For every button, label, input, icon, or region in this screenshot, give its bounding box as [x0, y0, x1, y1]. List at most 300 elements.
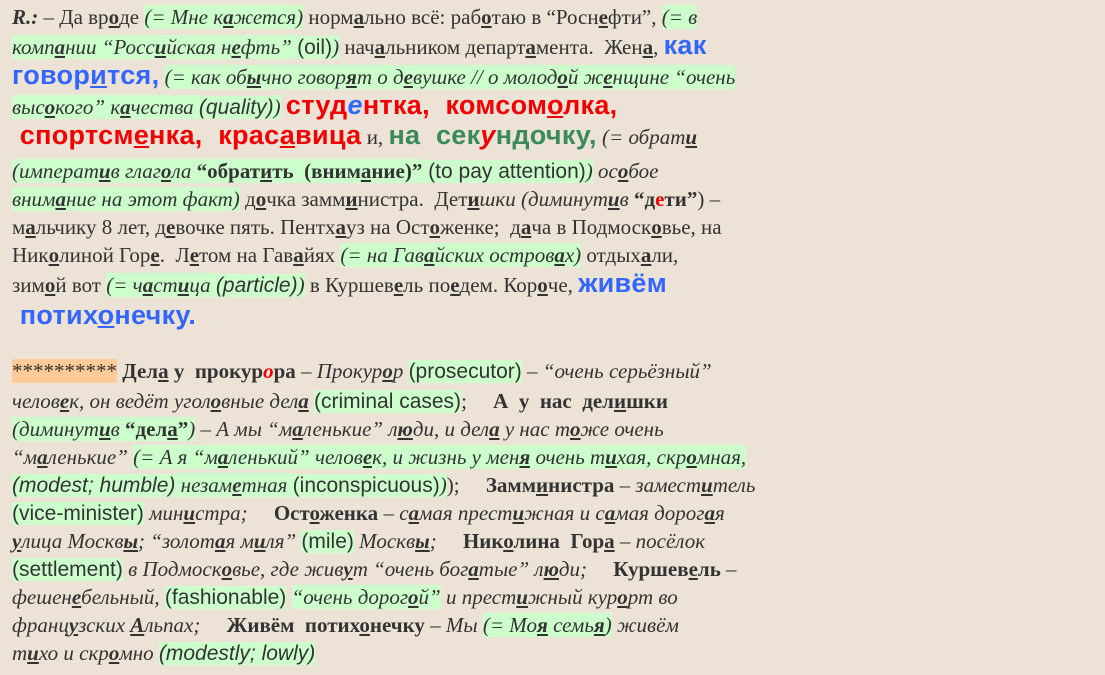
text-segment: ль по — [403, 273, 451, 297]
text-segment: а — [55, 187, 66, 211]
text-segment: льпах; — [144, 613, 227, 637]
text-segment: е — [362, 445, 373, 469]
text-segment: (modest; humble) — [12, 474, 176, 497]
text-segment: “д — [633, 187, 656, 211]
text-segment: о — [408, 585, 419, 609]
text-segment: нечку. — [114, 300, 197, 330]
text-segment: ос — [592, 159, 618, 183]
text-segment: а — [520, 215, 532, 239]
text-segment: а — [554, 243, 565, 267]
text-segment: отдых — [581, 243, 641, 267]
text-segment: о — [503, 529, 514, 553]
text-segment: к, и жизнь у мен — [372, 445, 520, 469]
text-segment: е — [393, 273, 404, 297]
text-segment: т о д — [356, 65, 404, 89]
text-segment: че, — [547, 273, 579, 297]
text-segment: тель — [712, 473, 756, 497]
text-segment: ди, и дел — [412, 417, 490, 441]
text-segment: и — [607, 187, 620, 211]
text-segment: – Да вр — [38, 5, 109, 29]
text-segment: й вот — [55, 273, 107, 297]
text-segment: жется) — [233, 5, 304, 29]
text-segment: у — [343, 557, 353, 581]
text-segment: и — [27, 641, 39, 665]
text-segment: и — [613, 389, 627, 413]
text-segment: о — [263, 359, 274, 383]
text-segment: ” — [177, 417, 189, 441]
text-segment: и, — [361, 125, 389, 149]
text-segment: на сек — [388, 120, 481, 150]
text-line — [12, 584, 1105, 611]
text-segment: живём — [611, 613, 679, 637]
text-segment: о — [617, 159, 629, 183]
text-segment: о — [617, 585, 628, 609]
text-segment: мая прест — [419, 501, 513, 525]
text-segment: вье, на — [661, 215, 722, 239]
text-segment: незам — [175, 473, 233, 497]
text-segment: о — [108, 641, 120, 665]
text-segment: е — [655, 187, 665, 211]
text-segment: шки — [626, 389, 669, 413]
text-segment: у — [68, 613, 79, 637]
text-segment: е — [403, 65, 413, 89]
text-segment: фти”, — [607, 5, 662, 29]
text-segment: (criminal cases) — [314, 390, 462, 413]
text-segment: вье, где жив — [232, 557, 344, 581]
text-segment: о — [160, 159, 172, 183]
text-segment: бое — [628, 159, 659, 183]
text-segment: а — [642, 35, 654, 59]
text-segment: и — [536, 473, 549, 497]
text-segment: я — [519, 445, 531, 469]
text-segment: (fashionable) — [164, 586, 287, 609]
text-segment: ы — [415, 529, 430, 553]
text-segment: о — [44, 273, 56, 297]
text-segment: а — [604, 529, 615, 553]
text-segment: а — [167, 417, 178, 441]
text-segment: потих — [12, 300, 98, 330]
text-segment: йских остров — [434, 243, 555, 267]
text-segment: а — [142, 273, 154, 297]
text-segment: ) — [273, 95, 281, 119]
text-segment: о — [309, 501, 320, 525]
text-line — [12, 214, 1105, 240]
text-segment: хая, скр — [616, 445, 687, 469]
text-segment: й” — [418, 585, 441, 609]
text-line — [12, 186, 1105, 212]
text-segment: и — [512, 501, 525, 525]
text-segment: комп — [12, 35, 55, 59]
text-segment: Куршев — [613, 557, 689, 581]
text-segment: и прест — [440, 585, 517, 609]
text-segment: и — [90, 60, 108, 90]
text-segment: х) — [564, 243, 582, 267]
text-segment: я — [537, 613, 548, 637]
text-segment: ы — [246, 65, 262, 89]
text-line — [12, 270, 1105, 299]
text-segment: а — [293, 243, 304, 267]
text-segment: ние)” — [371, 159, 423, 183]
text-segment: – — [720, 557, 737, 581]
text-segment: о — [44, 95, 56, 119]
text-segment: а — [158, 359, 169, 383]
text-segment: йях — [303, 243, 341, 267]
text-segment: е — [450, 273, 460, 297]
text-segment: Дел — [122, 359, 159, 383]
text-segment: а — [640, 243, 652, 267]
text-segment: ль — [697, 557, 721, 581]
text-line — [12, 416, 1105, 442]
text-segment: стра; — [195, 501, 274, 525]
text-segment: (императ — [12, 159, 99, 183]
text-segment: Живём потих — [226, 613, 360, 637]
text-segment: о — [651, 215, 662, 239]
text-segment: ю — [543, 557, 559, 581]
text-segment: о — [255, 187, 267, 211]
text-segment: живём — [578, 268, 668, 298]
text-segment: и — [183, 501, 196, 525]
text-segment: ли, — [651, 243, 679, 267]
text-segment: ) — [332, 35, 340, 59]
text-segment: таю в “Росн — [491, 5, 599, 29]
text-segment: – Мы — [424, 613, 483, 637]
text-segment: я м — [225, 529, 254, 553]
text-segment: лка, — [563, 90, 618, 120]
text-segment: ; “золот — [138, 529, 215, 553]
text-segment: (to pay attention) — [422, 160, 586, 183]
text-segment: льчику 8 лет, д — [35, 215, 167, 239]
text-segment: т — [12, 641, 28, 665]
text-segment: ы — [123, 529, 139, 553]
text-segment: и — [467, 187, 480, 211]
text-segment: (prosecutor) — [408, 360, 522, 383]
text-segment: выс — [12, 95, 45, 119]
text-segment: а — [424, 243, 435, 267]
text-line — [12, 556, 1105, 583]
text-segment: семь — [547, 613, 594, 637]
text-segment: и — [177, 273, 190, 297]
text-segment: вица — [295, 120, 362, 150]
text-line — [12, 158, 1105, 185]
text-segment: ди; — [558, 557, 614, 581]
text-segment: и — [685, 125, 698, 149]
text-segment: й ж — [567, 65, 604, 89]
text-segment: о — [359, 613, 370, 637]
text-segment: Замм — [485, 473, 537, 497]
text-segment: а — [279, 120, 296, 150]
text-segment: говор — [12, 60, 91, 90]
text-segment: ленькие” — [47, 445, 134, 469]
text-segment: и — [260, 159, 273, 183]
text-segment: ) — [585, 159, 593, 183]
text-segment: ти” — [664, 187, 698, 211]
text-segment: ца — [189, 273, 216, 297]
text-segment: а — [54, 35, 66, 59]
text-segment: “очень дорог — [291, 585, 409, 609]
text-line — [12, 388, 1105, 415]
text-segment: франц — [12, 613, 69, 637]
text-segment: жный кур — [527, 585, 618, 609]
text-segment: р — [392, 359, 409, 383]
text-segment: (modestly; lowly) — [158, 642, 316, 665]
text-segment — [159, 65, 164, 89]
text-segment: мная, — [696, 445, 747, 469]
text-segment — [286, 585, 291, 609]
text-line — [12, 528, 1105, 555]
text-segment: (vice-minister) — [12, 502, 144, 525]
text-segment: А — [130, 613, 145, 637]
text-segment: о — [97, 300, 115, 330]
text-segment: е — [189, 243, 200, 267]
text-segment: а — [704, 501, 715, 525]
text-segment: е — [232, 473, 242, 497]
text-line — [12, 500, 1105, 527]
text-segment: в Подмоск — [122, 557, 222, 581]
text-segment: я — [714, 501, 725, 525]
text-segment: Ник — [462, 529, 504, 553]
text-segment: ля” — [265, 529, 302, 553]
text-segment: и — [516, 585, 528, 609]
text-segment: а — [120, 95, 131, 119]
text-segment: А у нас дел — [493, 389, 614, 413]
text-segment: (inconspicuous) — [292, 474, 440, 497]
text-segment: у — [12, 529, 22, 553]
text-segment: – Прокур — [295, 359, 383, 383]
text-line — [12, 444, 1105, 470]
text-segment: ленькие” л — [302, 417, 398, 441]
text-segment: фть” — [240, 35, 298, 59]
text-segment: – посёлок — [614, 529, 706, 553]
text-segment: о — [570, 417, 581, 441]
text-segment: . Л — [159, 243, 190, 267]
text-segment: а — [489, 417, 500, 441]
text-segment: , — [653, 35, 664, 59]
text-segment: – с — [378, 501, 409, 525]
text-segment: вушке // о молод — [412, 65, 558, 89]
text-segment: рт во — [627, 585, 678, 609]
text-segment: е — [133, 120, 150, 150]
text-segment: Ост — [273, 501, 310, 525]
text-segment: том на Гав — [199, 243, 294, 267]
text-segment: ) – — [697, 187, 721, 211]
text-segment: дем. Кор — [459, 273, 538, 297]
text-segment: а — [408, 501, 420, 525]
text-segment: е — [688, 557, 698, 581]
text-segment: и — [253, 529, 266, 553]
text-segment: е — [166, 215, 176, 239]
text-segment: ; — [461, 389, 494, 413]
text-segment: а — [525, 35, 536, 59]
text-segment: а — [353, 5, 365, 29]
text-segment: ю — [397, 417, 413, 441]
text-segment: (mile) — [301, 530, 354, 553]
text-segment: я — [593, 613, 605, 637]
text-segment: ндочку, — [495, 120, 597, 150]
text-segment: е — [598, 5, 608, 29]
text-segment: (oil) — [297, 36, 333, 59]
text-segment: мно — [119, 641, 159, 665]
text-segment: (= Мне к — [144, 5, 224, 29]
text-segment: о — [546, 90, 564, 120]
text-segment: “дел — [125, 417, 168, 441]
text-segment: нтка, комсом — [362, 90, 547, 120]
text-segment: е — [150, 243, 160, 267]
text-segment: ленький” челов — [228, 445, 363, 469]
text-segment: е — [59, 389, 70, 413]
text-segment: линой Гор — [59, 243, 151, 267]
text-segment: в Куршев — [304, 273, 394, 297]
text-segment: и — [98, 159, 111, 183]
text-segment: нка, крас — [149, 120, 280, 150]
text-segment: хо и скр — [38, 641, 109, 665]
text-segment: нщине “очень — [612, 65, 736, 89]
text-segment: – А мы “м — [195, 417, 293, 441]
text-segment: а — [604, 501, 616, 525]
text-segment: студ — [285, 90, 348, 120]
text-segment: (= на Гав — [340, 243, 424, 267]
text-segment: зим — [12, 273, 45, 297]
text-segment: норм — [303, 5, 354, 29]
text-segment: е — [347, 90, 363, 120]
text-segment: е — [71, 585, 82, 609]
text-segment: у — [480, 120, 496, 150]
text-segment: ние на этот факт) — [65, 187, 240, 211]
text-segment: е — [231, 35, 241, 59]
text-segment: мин — [143, 501, 184, 525]
text-segment: – замест — [614, 473, 702, 497]
text-segment: (settlement) — [12, 558, 123, 581]
text-segment: де — [119, 5, 145, 29]
text-segment: к, он ведёт угол — [69, 389, 211, 413]
text-segment: R.: — [12, 5, 39, 29]
text-line — [12, 472, 1105, 499]
text-segment: (= А я “м — [133, 445, 218, 469]
text-segment: а — [374, 35, 386, 59]
text-segment: (= ч — [106, 273, 143, 297]
text-segment: вные дел — [221, 389, 299, 413]
text-segment: т “очень бог — [352, 557, 469, 581]
text-line — [12, 62, 1105, 90]
text-segment: уз на Ост — [345, 215, 430, 239]
text-segment: в — [110, 417, 125, 441]
text-segment: (quality) — [198, 96, 274, 119]
text-segment: лица Москв — [21, 529, 124, 553]
text-line — [12, 302, 1105, 330]
text-segment: (particle) — [215, 274, 298, 297]
text-segment: зских — [78, 613, 131, 637]
text-segment: вним — [12, 187, 56, 211]
text-segment: Москв — [353, 529, 416, 553]
text-segment: о — [48, 243, 60, 267]
text-segment: (= в — [661, 5, 698, 29]
text-segment: спортсм — [12, 120, 134, 150]
text-line — [12, 122, 1105, 150]
text-segment: женке; д — [440, 215, 521, 239]
text-segment: о — [537, 273, 548, 297]
text-segment: тые” л — [478, 557, 544, 581]
text-segment: в — [619, 187, 634, 211]
text-segment: мента. Жен — [535, 35, 643, 59]
text-segment: у нас т — [499, 417, 571, 441]
text-segment: м — [12, 215, 26, 239]
text-line — [12, 92, 1105, 121]
text-segment: а — [335, 215, 346, 239]
text-segment: и — [98, 417, 111, 441]
text-segment: а — [292, 417, 303, 441]
text-segment: ********** — [12, 359, 117, 383]
text-segment: д — [239, 187, 256, 211]
text-segment: а — [298, 389, 309, 413]
text-segment: ); — [446, 473, 486, 497]
text-segment: (= как об — [164, 65, 247, 89]
text-segment: нии “Росс — [65, 35, 155, 59]
text-segment: нечку — [369, 613, 425, 637]
text-segment: ть (вним — [272, 159, 361, 183]
text-line — [12, 242, 1105, 268]
text-line — [12, 640, 1105, 667]
text-segment: женка — [319, 501, 379, 525]
text-segment: а — [25, 215, 36, 239]
text-segment: бельный, — [81, 585, 165, 609]
text-segment: “м — [12, 445, 38, 469]
text-segment: (= Мо — [482, 613, 538, 637]
text-segment: у прокур — [168, 359, 264, 383]
text-segment: фешен — [12, 585, 72, 609]
text-segment: ) — [188, 417, 196, 441]
text-line — [12, 612, 1105, 638]
text-segment: а — [214, 529, 226, 553]
text-segment: ча в Подмоск — [531, 215, 652, 239]
text-segment: шки (диминут — [479, 187, 608, 211]
text-segment: ст — [153, 273, 178, 297]
text-segment: и — [605, 445, 617, 469]
text-segment: в глаг — [110, 159, 161, 183]
text-segment: о — [481, 5, 492, 29]
text-segment: нистра — [548, 473, 615, 497]
text-segment: – “очень серьёзный” — [521, 359, 712, 383]
text-segment: ра — [273, 359, 296, 383]
text-segment: лина Гор — [513, 529, 605, 553]
text-segment: о — [108, 5, 120, 29]
text-segment: (диминут — [12, 417, 99, 441]
text-segment: и — [701, 473, 713, 497]
text-segment: йская н — [166, 35, 232, 59]
text-segment: а — [468, 557, 479, 581]
text-segment: тся, — [107, 60, 160, 90]
text-segment: очень т — [530, 445, 606, 469]
text-segment: о — [210, 389, 222, 413]
text-segment: а — [217, 445, 229, 469]
text-segment: как — [663, 30, 707, 60]
text-segment: льно всё: раб — [364, 5, 482, 29]
text-segment: ; — [429, 529, 463, 553]
text-segment: же очень — [580, 417, 664, 441]
text-segment: Ник — [12, 243, 49, 267]
text-segment: о — [221, 557, 233, 581]
text-segment: (= обрат — [596, 125, 686, 149]
text-segment: ) — [297, 273, 305, 297]
text-segment: нистра. Дет — [357, 187, 468, 211]
text-segment: и — [154, 35, 167, 59]
text-segment: жная и с — [524, 501, 605, 525]
text-segment: я — [346, 65, 357, 89]
text-line — [12, 358, 1105, 385]
text-line — [12, 4, 1105, 30]
text-segment: ла — [171, 159, 197, 183]
text-segment: тная — [241, 473, 293, 497]
text-segment: а — [360, 159, 372, 183]
text-segment: кого” к — [55, 95, 121, 119]
